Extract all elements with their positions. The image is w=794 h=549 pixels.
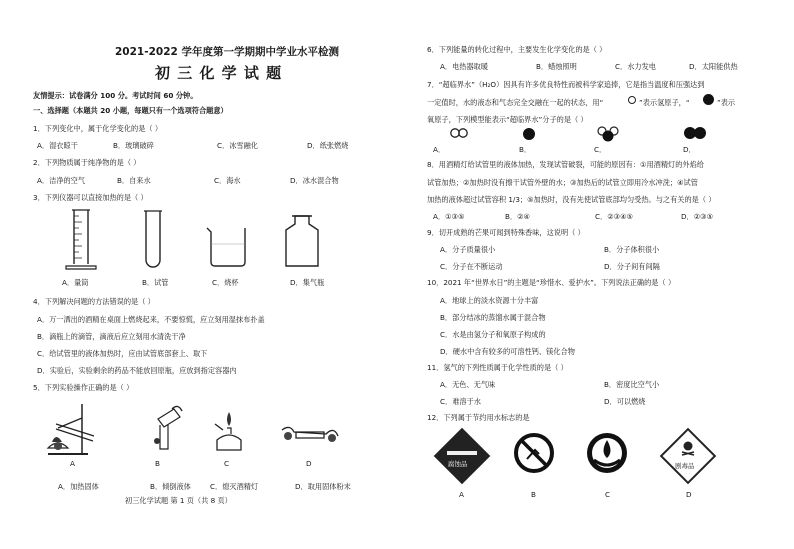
q11-option-c: C．难溶于水: [440, 397, 481, 406]
q10-option-a: A．地球上的淡水资源十分丰富: [440, 296, 539, 305]
oxygen-atom-icon: [703, 94, 714, 105]
q7-line1: 7．“超临界水”（H₂O）因具有许多优良特性而被科学家追捧，它是指当温度和压强达到: [427, 80, 705, 89]
q12-stem: 12．下列属于节约用水标志的是: [427, 413, 530, 422]
q12-option-d: D: [686, 490, 692, 499]
q5-letter-d: D: [306, 459, 312, 468]
q7-option-b: B．: [519, 145, 532, 154]
q5-option-a: A．加热固体: [58, 482, 99, 491]
q8-option-a: A．①③⑤: [433, 212, 465, 221]
graduated-cylinder-icon: [62, 208, 102, 272]
q5-stem: 5．下列实验操作正确的是（ ）: [33, 383, 134, 392]
q4-option-d: D．实验后，实验剩余的药品不能放回原瓶，应放到指定容器内: [37, 366, 237, 375]
q10-option-b: B．部分结冰的蒸馏水属于混合物: [440, 313, 546, 322]
q6-stem: 6．下列能量的转化过程中，主要发生化学变化的是（ ）: [427, 45, 607, 54]
exam-tip: 友情提示：试卷满分 100 分。考试时间 60 分钟。: [33, 91, 198, 100]
q10-option-c: C．水是由氢分子和氧原子构成的: [440, 330, 546, 339]
q2-option-d: D．冰水混合物: [290, 176, 339, 185]
q7-line2c: ”表示: [717, 98, 736, 107]
q3-option-a: A．量筒: [62, 278, 89, 287]
q9-option-c: C．分子在不断运动: [440, 262, 503, 271]
q9-option-a: A．分子质量很小: [440, 245, 496, 254]
q4-stem: 4．下列解决问题的方法错误的是（ ）: [33, 297, 155, 306]
toxic-sign-icon: 剧毒品: [660, 428, 716, 484]
powder-transfer-illustration: [278, 422, 342, 448]
molecule-model-c: [595, 125, 621, 143]
q5-letter-b: B: [155, 459, 160, 468]
hydrogen-atom-icon: [628, 96, 636, 104]
q7-line3: 氧原子，下列模型能表示“超临界水”分子的是（ ）: [427, 115, 588, 124]
q6-option-c: C．水力发电: [615, 62, 656, 71]
subject-title: 初 三 化 学 试 题: [155, 64, 283, 82]
q8-option-d: D．②③⑤: [681, 212, 714, 221]
section-heading: 一、选择题（本题共 20 小题，每题只有一个选项符合题意）: [33, 106, 228, 115]
q5-letter-a: A: [70, 459, 75, 468]
q7-line2b: ”表示氢原子，“: [639, 98, 690, 107]
exam-title: 2021-2022 学年度第一学期期中学业水平检测: [115, 46, 339, 58]
q1-option-c: C．冰雪融化: [217, 141, 258, 150]
q8-line1: 8．用酒精灯给试管里的液体加热，发现试管破裂，可能的原因有：①用酒精灯的外焰给: [427, 160, 704, 169]
prohibition-sign-icon: [513, 432, 555, 474]
q2-stem: 2．下列物质属于纯净物的是（ ）: [33, 158, 141, 167]
q7-line2a: 一定值时，水的液态和气态完全交融在一起的状态，用“: [427, 98, 604, 107]
beaker-icon: [203, 224, 251, 268]
q8-line3: 加热的液体超过试管容积 1/3；⑤加热时，没有先使试管底部均匀受热。与之有关的是（ ）: [427, 195, 716, 204]
pouring-liquid-illustration: [148, 405, 188, 453]
q4-option-b: B．滴瓶上的滴管，滴液后应立刻用水清洗干净: [37, 332, 186, 341]
q10-stem: 10．2021 年“世界水日”的主题是“珍惜水、爱护水”。下列说法正确的是（ ）: [427, 278, 676, 287]
molecule-model-d: [683, 126, 707, 140]
q4-option-a: A．万一洒出的酒精在桌面上燃烧起来，不要惊慌，应立刻用湿抹布扑盖: [37, 315, 265, 324]
corrosive-sign-icon: 腐蚀品: [434, 428, 490, 484]
q11-option-d: D．可以燃烧: [604, 397, 646, 406]
q1-option-b: B．玻璃破碎: [113, 141, 154, 150]
q12-option-a: A: [459, 490, 464, 499]
q7-option-d: D．: [683, 145, 696, 154]
q10-option-d: D．硬水中含有较多的可溶性钙、镁化合物: [440, 347, 575, 356]
test-tube-icon: [138, 208, 168, 272]
q6-option-b: B．蜡烛照明: [536, 62, 577, 71]
q11-option-a: A．无色、无气味: [440, 380, 496, 389]
q1-option-d: D．纸张燃烧: [307, 141, 349, 150]
q9-option-b: B．分子体积很小: [604, 245, 660, 254]
q3-stem: 3．下列仪器可以直接加热的是（ ）: [33, 193, 148, 202]
gas-bottle-icon: [280, 214, 324, 270]
q3-option-b: B．试管: [142, 278, 169, 287]
q9-option-d: D．分子间有间隔: [604, 262, 660, 271]
q8-line2: 试管加热；②加热时没有擦干试管外壁的水；③加热后的试管立即用冷水冲洗；④试管: [427, 178, 698, 187]
alcohol-lamp-illustration: [207, 410, 247, 456]
q12-option-b: B: [531, 490, 536, 499]
q1-stem: 1．下列变化中，属于化学变化的是（ ）: [33, 124, 163, 133]
page-footer: 初三化学试题 第 1 页（共 8 页）: [125, 496, 232, 505]
q8-option-c: C．②③④⑤: [595, 212, 633, 221]
heating-solid-illustration: [38, 398, 108, 456]
q2-option-c: C．海水: [214, 176, 241, 185]
water-saving-sign-icon: [584, 430, 630, 476]
q5-letter-c: C: [224, 459, 230, 468]
q2-option-a: A．洁净的空气: [37, 176, 86, 185]
q7-option-c: C．: [594, 145, 607, 154]
q9-stem: 9．切开成熟的芒果可闻到特殊香味，这说明（ ）: [427, 228, 585, 237]
q3-option-d: D．集气瓶: [290, 278, 325, 287]
q6-option-a: A．电热器取暖: [440, 62, 489, 71]
q3-option-c: C．烧杯: [212, 278, 239, 287]
q5-option-b: B．倾倒液体: [150, 482, 191, 491]
q5-option-c: C．熄灭酒精灯: [210, 482, 259, 491]
molecule-model-a: [450, 127, 470, 139]
q12-option-c: C: [605, 490, 611, 499]
q1-option-a: A．湿衣晾干: [37, 141, 78, 150]
q2-option-b: B．自来水: [117, 176, 151, 185]
q11-option-b: B．密度比空气小: [604, 380, 660, 389]
q11-stem: 11．氢气的下列性质属于化学性质的是（ ）: [427, 363, 568, 372]
q8-option-b: B．②④: [505, 212, 531, 221]
q4-option-c: C．给试管里的液体加热时，应由试管底部套上、取下: [37, 349, 208, 358]
q7-option-a: A．: [433, 145, 446, 154]
molecule-model-b: [522, 127, 536, 141]
q6-option-d: D．太阳能供热: [689, 62, 738, 71]
q5-option-d: D．取用固体粉末: [295, 482, 351, 491]
